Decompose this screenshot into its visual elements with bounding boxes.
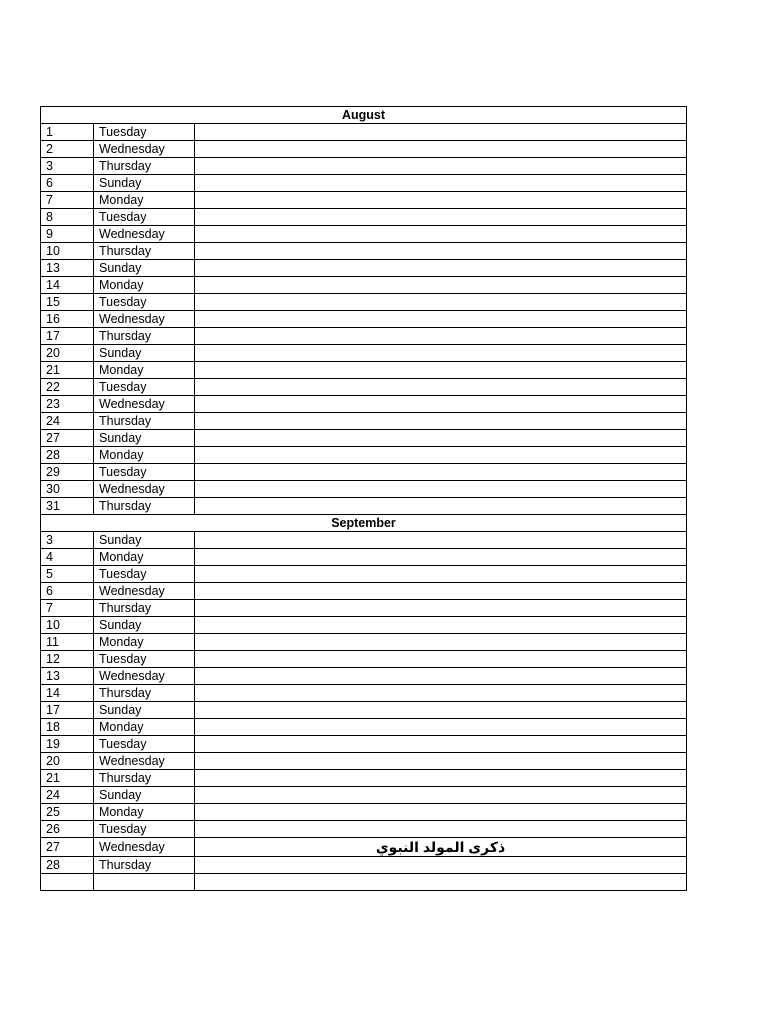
table-row [41,874,687,891]
weekday-cell: Wednesday [94,311,195,328]
note-cell [195,787,687,804]
weekday-cell: Sunday [94,617,195,634]
weekday-cell: Thursday [94,685,195,702]
table-row [41,464,687,481]
weekday-cell: Tuesday [94,464,195,481]
table-row [41,719,687,736]
weekday-cell: Thursday [94,328,195,345]
note-cell [195,124,687,141]
table-row [41,260,687,277]
note-cell [195,311,687,328]
day-cell: 19 [41,736,94,753]
table-row [41,209,687,226]
note-cell [195,481,687,498]
note-cell [195,821,687,838]
day-cell: 13 [41,668,94,685]
note-cell [195,857,687,874]
weekday-cell: Tuesday [94,379,195,396]
weekday-cell: Tuesday [94,294,195,311]
day-cell: 17 [41,702,94,719]
day-cell: 3 [41,158,94,175]
day-cell: 27 [41,838,94,857]
day-cell: 4 [41,549,94,566]
weekday-cell: Monday [94,362,195,379]
table-row [41,447,687,464]
note-cell [195,430,687,447]
note-cell: ذكرى المولد النبوي [195,838,687,857]
weekday-cell: Thursday [94,413,195,430]
weekday-cell: Wednesday [94,583,195,600]
month-title: September [41,515,687,532]
table-row [41,634,687,651]
table-row [41,600,687,617]
table-row [41,124,687,141]
table-row [41,770,687,787]
note-cell [195,600,687,617]
day-cell: 10 [41,617,94,634]
note-cell [195,362,687,379]
day-cell: 15 [41,294,94,311]
table-row [41,821,687,838]
table-row [41,175,687,192]
note-cell [195,192,687,209]
note-cell [195,634,687,651]
day-cell: 10 [41,243,94,260]
note-cell [195,345,687,362]
weekday-cell: Tuesday [94,821,195,838]
day-cell: 21 [41,770,94,787]
day-cell: 14 [41,277,94,294]
note-cell [195,719,687,736]
weekday-cell: Wednesday [94,838,195,857]
weekday-cell: Sunday [94,175,195,192]
weekday-cell: Monday [94,804,195,821]
note-cell [195,874,687,891]
weekday-cell: Monday [94,447,195,464]
note-cell [195,566,687,583]
table-row [41,362,687,379]
note-cell [195,294,687,311]
day-cell: 28 [41,447,94,464]
table-row [41,651,687,668]
table-row [41,685,687,702]
note-cell [195,141,687,158]
note-cell [195,685,687,702]
table-row [41,226,687,243]
table-row [41,532,687,549]
note-cell [195,651,687,668]
weekday-cell: Sunday [94,260,195,277]
weekday-cell: Thursday [94,770,195,787]
note-cell [195,260,687,277]
note-cell [195,617,687,634]
table-row [41,430,687,447]
weekday-cell: Tuesday [94,736,195,753]
table-row [41,294,687,311]
table-row [41,702,687,719]
day-cell: 6 [41,175,94,192]
day-cell: 26 [41,821,94,838]
table-row [41,668,687,685]
note-cell [195,209,687,226]
table-row [41,141,687,158]
note-cell [195,498,687,515]
note-cell [195,158,687,175]
day-cell: 1 [41,124,94,141]
day-cell: 8 [41,209,94,226]
day-cell: 20 [41,753,94,770]
day-cell: 25 [41,804,94,821]
table-row [41,311,687,328]
day-cell: 27 [41,430,94,447]
weekday-cell: Thursday [94,857,195,874]
weekday-cell: Thursday [94,498,195,515]
note-cell [195,226,687,243]
weekday-cell: Wednesday [94,753,195,770]
day-cell: 11 [41,634,94,651]
note-cell [195,736,687,753]
note-cell [195,532,687,549]
note-cell [195,243,687,260]
weekday-cell: Thursday [94,158,195,175]
note-cell [195,668,687,685]
day-cell: 13 [41,260,94,277]
day-cell: 12 [41,651,94,668]
day-cell: 30 [41,481,94,498]
table-row [41,243,687,260]
table-row [41,736,687,753]
weekday-cell: Monday [94,634,195,651]
note-cell [195,804,687,821]
weekday-cell: Sunday [94,702,195,719]
table-row [41,838,687,857]
weekday-cell: Sunday [94,345,195,362]
weekday-cell: Sunday [94,430,195,447]
day-cell: 21 [41,362,94,379]
table-row [41,549,687,566]
weekday-cell: Tuesday [94,651,195,668]
weekday-cell: Wednesday [94,668,195,685]
day-cell: 2 [41,141,94,158]
schedule-body [41,107,687,891]
table-row [41,413,687,430]
table-row [41,804,687,821]
day-cell: 16 [41,311,94,328]
month-header-row [41,107,687,124]
note-cell [195,549,687,566]
note-cell [195,753,687,770]
table-row [41,396,687,413]
weekday-cell: Wednesday [94,396,195,413]
weekday-cell: Monday [94,192,195,209]
table-row [41,787,687,804]
table-row [41,345,687,362]
weekday-cell: Sunday [94,787,195,804]
table-row [41,328,687,345]
note-cell [195,379,687,396]
day-cell: 7 [41,600,94,617]
weekday-cell: Wednesday [94,481,195,498]
table-row [41,192,687,209]
table-row [41,857,687,874]
day-cell: 31 [41,498,94,515]
table-row [41,481,687,498]
day-cell: 23 [41,396,94,413]
note-cell [195,328,687,345]
table-row [41,617,687,634]
weekday-cell [94,874,195,891]
day-cell: 5 [41,566,94,583]
table-row [41,498,687,515]
table-row [41,379,687,396]
note-cell [195,447,687,464]
day-cell: 9 [41,226,94,243]
table-row [41,583,687,600]
table-row [41,277,687,294]
weekday-cell: Tuesday [94,124,195,141]
schedule-table [40,106,687,891]
weekday-cell: Wednesday [94,141,195,158]
note-cell [195,413,687,430]
day-cell: 28 [41,857,94,874]
table-row [41,566,687,583]
day-cell: 14 [41,685,94,702]
day-cell: 22 [41,379,94,396]
weekday-cell: Monday [94,549,195,566]
weekday-cell: Monday [94,719,195,736]
table-row [41,158,687,175]
day-cell: 3 [41,532,94,549]
note-cell [195,770,687,787]
day-cell: 29 [41,464,94,481]
note-cell [195,277,687,294]
note-cell [195,702,687,719]
weekday-cell: Thursday [94,600,195,617]
weekday-cell: Sunday [94,532,195,549]
note-cell [195,175,687,192]
weekday-cell: Monday [94,277,195,294]
month-title: August [41,107,687,124]
day-cell: 17 [41,328,94,345]
day-cell [41,874,94,891]
note-cell [195,583,687,600]
weekday-cell: Thursday [94,243,195,260]
weekday-cell: Tuesday [94,209,195,226]
day-cell: 20 [41,345,94,362]
weekday-cell: Tuesday [94,566,195,583]
month-header-row [41,515,687,532]
table-row [41,753,687,770]
day-cell: 24 [41,787,94,804]
note-cell [195,464,687,481]
day-cell: 7 [41,192,94,209]
day-cell: 18 [41,719,94,736]
weekday-cell: Wednesday [94,226,195,243]
day-cell: 6 [41,583,94,600]
day-cell: 24 [41,413,94,430]
note-cell [195,396,687,413]
